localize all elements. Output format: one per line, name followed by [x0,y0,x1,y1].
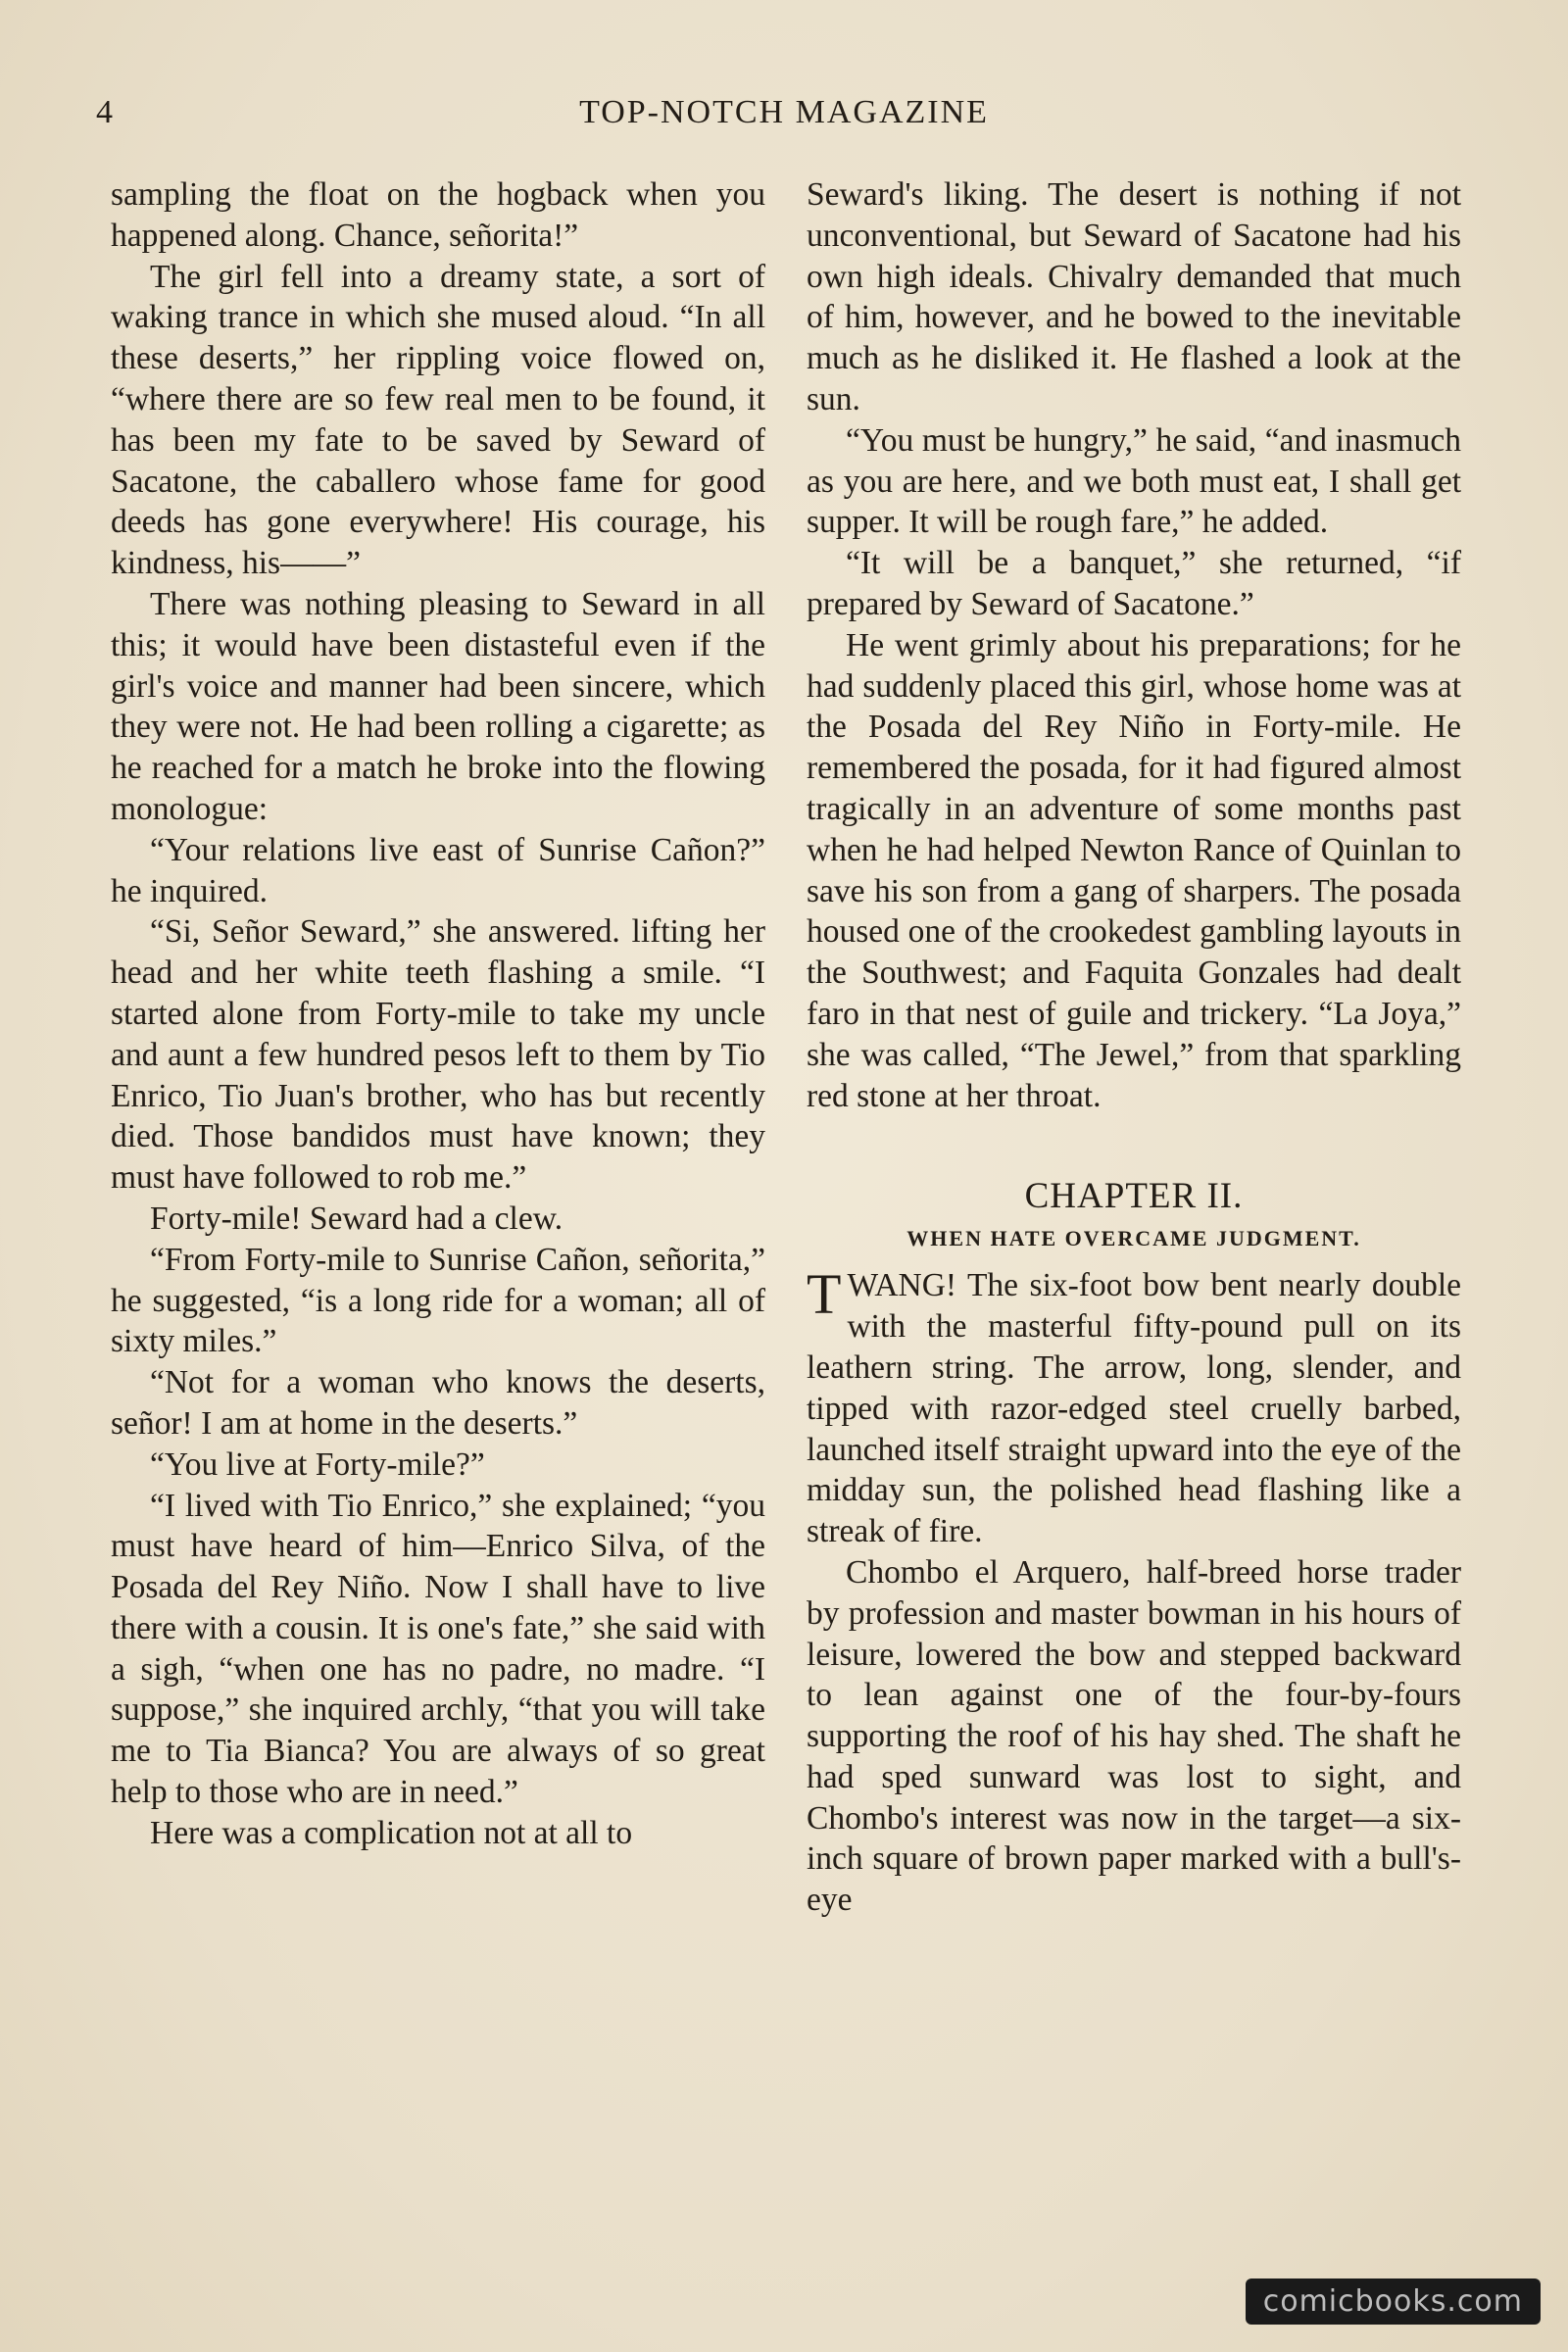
paragraph: He went grimly about his preparations; for he had suddenly placed this girl, whose home was at the Posada del Rey Niño in Forty-mile. He remembered the posada, for it had figured almost tragically in an adventure of some months past when he had helped Newton Rance of Quinlan to save his son from a gang of sharpers. The posada housed one of the crookedest gambling layouts in the Southwest; and Faquita Gonzales had dealt faro in that nest of guile and trickery. “La Joya,” she was called, “The Jewel,” from that sparkling red stone at her throat. [807,626,1461,1114]
paragraph: “You live at Forty-mile?” [150,1446,485,1483]
paragraph: There was nothing pleasing to Seward in all this; it would have been distasteful even if the girl's voice and manner had been sincere, which they were not. He had been rolling a cigarette; as he reached for a match he broke into the flowing monologue: [111,585,765,827]
paragraph: Forty-mile! Seward had a clew. [150,1200,564,1237]
paragraph: “Si, Señor Seward,” she answered. lifting her head and her white teeth flashing a smile. “I started alone from Forty-mile to take my uncle and aunt a few hundred pesos left to them by Tio Enrico, Tio Juan's brother, who has but recently died. Those bandidos must have known; they must have followed to rob me.” [111,913,765,1197]
paragraph: “From Forty-mile to Sunrise Cañon, señorita,” he suggested, “is a long ride for a woman; all of sixty miles.” [111,1241,765,1360]
paragraph: sampling the float on the hogback when you happened along. Chance, señorita!” [111,176,765,254]
page-number: 4 [96,94,113,130]
paragraph: The girl fell into a dreamy state, a sort of waking trance in which she mused aloud. “In all these deserts,” her rippling voice flowed on, “where there are so few real men to be found, it has been my fate to be saved by Seward of Sacatone, the caballero whose fame for good deeds has gone everywhere! His courage, his kindness, his——” [111,258,765,582]
left-column [111,174,765,1854]
chapter-opening-paragraph [807,1262,1461,1552]
paragraph: “You must be hungry,” he said, “and inasmuch as you are here, and we both must eat, I shall get supper. It will be rough fare,” he added. [807,421,1461,541]
drop-cap: T [807,1262,842,1327]
right-column [807,174,1461,1921]
paragraph: Here was a complication not at all to [150,1814,633,1851]
chapter-title: CHAPTER II. [1024,1176,1244,1217]
watermark-text: comicbooks.com [1262,2284,1523,2319]
running-head: TOP-NOTCH MAGAZINE [579,94,989,130]
page-header [0,94,1568,143]
chapter-subtitle: WHEN HATE OVERCAME JUDGMENT. [906,1226,1361,1251]
paragraph: “It will be a banquet,” she returned, “if prepared by Seward of Sacatone.” [807,545,1461,622]
watermark-badge [1246,2278,1541,2325]
opening-text: WANG! The six-foot bow bent nearly double with the masterful fifty-pound pull on its leathern string. The arrow, long, slender, and tipped with razor-edged steel cruelly barbed, launched itself straight upward into the eye of the midday sun, the polished head flashing like a streak of fire. [807,1267,1461,1550]
paragraph: Chombo el Arquero, half-breed horse trader by profession and master bowman in his hours of leisure, lowered the bow and stepped backward to lean against one of the four-by-fours supporting the roof of his hay shed. The shaft he had sped sunward was lost to sight, and Chombo's interest was now in the target—a six-inch square of brown paper marked with a bull's-eye [807,1553,1461,1919]
paragraph: Seward's liking. The desert is nothing if not unconventional, but Seward of Sacatone had his own high ideals. Chivalry demanded that much of him, however, and he bowed to the inevitable much as he disliked it. He flashed a look at the sun. [807,176,1461,417]
paragraph: “I lived with Tio Enrico,” she explained; “you must have heard of him—Enrico Silva, of the Posada del Rey Niño. Now I shall have to live there with a cousin. It is one's fate,” she said with a sigh, “when one has no padre, no madre. “I suppose,” she inquired archly, “that you will take me to Tia Bianca? You are always of so great help to those who are in need.” [111,1487,765,1811]
paragraph: “Not for a woman who knows the deserts, señor! I am at home in the deserts.” [111,1364,765,1442]
paragraph: “Your relations live east of Sunrise Cañon?” he inquired. [111,831,765,909]
